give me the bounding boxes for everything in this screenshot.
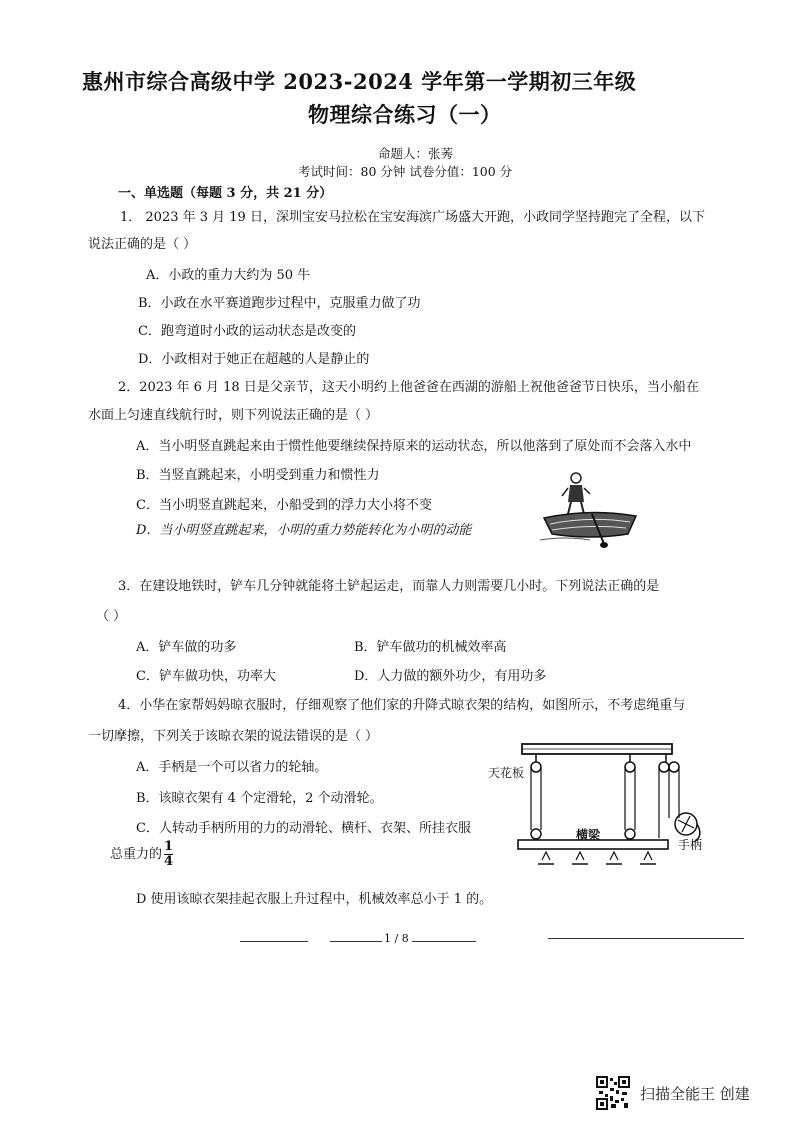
watermark-brand: 扫描全能王 创建 — [640, 1085, 750, 1103]
question-1-stem-line2: 说法正确的是（ ） — [88, 237, 197, 252]
label-handle: 手柄 — [678, 838, 703, 852]
question-4-option-c-continued — [110, 840, 173, 869]
question-1-option-a: A．小政的重力大约为 50 牛 — [146, 268, 311, 283]
footer-rule-mid — [330, 941, 382, 942]
question-4-option-b: B．该晾衣架有 4 个定滑轮，2 个动滑轮。 — [136, 791, 383, 806]
question-2-option-a: A．当小明竖直跳起来由于惯性他要继续保持原来的运动状态，所以他落到了原处而不会落入水中 — [136, 439, 692, 454]
boat-illustration — [540, 468, 640, 550]
question-3-option-c: C．铲车做功快，功率大 — [136, 669, 276, 684]
question-1-option-b: B．小政在水平赛道跑步过程中，克服重力做了功 — [138, 296, 421, 311]
question-2-option-d: D．当小明竖直跳起来，小明的重力势能转化为小明的动能 — [136, 523, 472, 538]
question-3-stem-line1: 3．在建设地铁时，铲车几分钟就能将土铲起运走，而靠人力则需要几小时。下列说法正确的是 — [118, 579, 660, 594]
question-1-stem-line1: 1． 2023 年 3 月 19 日，深圳宝安马拉松在宝安海滨广场盛大开跑，小政同学坚持跑完了全程，以下 — [120, 210, 705, 225]
fraction-numerator: 1 — [164, 839, 174, 854]
question-2-stem-line1: 2．2023 年 6 月 18 日是父亲节，这天小明约上他爸爸在西湖的游船上祝他爸爸节日快乐，当小船在 — [118, 380, 699, 395]
exam-info: 考试时间：80 分钟 试卷分值：100 分 — [298, 164, 513, 179]
boat-figure — [540, 468, 640, 550]
question-2-option-c: C．当小明竖直跳起来，小船受到的浮力大小将不变 — [136, 498, 432, 513]
page-title: 惠州市综合高级中学 2023-2024 学年第一学期初三年级 — [82, 69, 637, 94]
page-subtitle: 物理综合练习（一） — [308, 102, 502, 127]
page-indicator: 1 / 8 — [384, 932, 409, 945]
question-3-option-d: D．人力做的额外功少，有用功多 — [354, 669, 547, 684]
footer-rule-right — [548, 938, 744, 939]
clothes-rack-illustration — [488, 738, 714, 876]
question-4-stem-line2: 一切摩擦，下列关于该晾衣架的说法错误的是（ ） — [88, 729, 379, 744]
author-line: 命题人：张莠 — [378, 146, 454, 161]
question-2-option-b: B．当竖直跳起来，小明受到重力和惯性力 — [136, 468, 380, 483]
qr-code-icon — [596, 1076, 630, 1110]
question-3-option-a: A．铲车做的功多 — [136, 640, 237, 655]
question-4-option-d: D 使用该晾衣架挂起衣服上升过程中，机械效率总小于 1 的。 — [136, 892, 493, 907]
question-4-stem-line1: 4．小华在家帮妈妈晾衣服时，仔细观察了他们家的升降式晾衣架的结构，如图所示，不考虑绳重与 — [118, 698, 686, 713]
question-1-option-d: D．小政相对于她正在超越的人是静止的 — [138, 352, 370, 367]
question-4-option-c: C．人转动手柄所用的力的动滑轮、横杆、衣架、所挂衣服 — [136, 821, 471, 836]
footer-rule-left — [240, 941, 308, 942]
label-beam: 横梁 — [576, 828, 601, 842]
question-2-stem-line2: 水面上匀速直线航行时，则下列说法正确的是（ ） — [88, 408, 379, 423]
fraction-one-quarter — [164, 840, 173, 869]
question-3-option-b: B．铲车做功的机械效率高 — [354, 640, 507, 655]
clothes-rack-figure — [488, 738, 714, 876]
fraction-denominator: 4 — [164, 854, 174, 869]
section-heading: 一、单选题（每题 3 分，共 21 分） — [118, 186, 333, 201]
option-c-continued-text: 总重力的 — [110, 847, 163, 862]
question-4-option-a: A．手柄是一个可以省力的轮轴。 — [136, 760, 328, 775]
question-1-option-c: C．跑弯道时小政的运动状态是改变的 — [138, 324, 356, 339]
question-3-stem-line2: （ ） — [96, 609, 127, 624]
label-ceiling: 天花板 — [488, 766, 525, 780]
footer-rule-mid2 — [412, 941, 476, 942]
